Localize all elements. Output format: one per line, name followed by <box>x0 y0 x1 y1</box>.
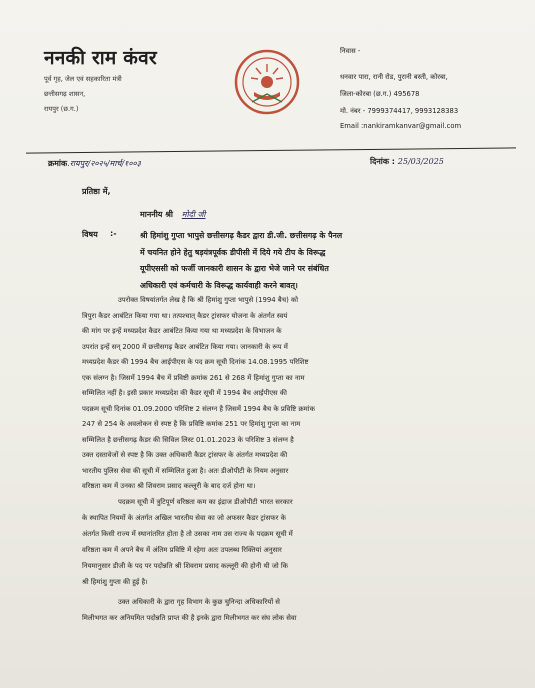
body-line: मध्यप्रदेश कैडर की 1994 बैच आईपीएस के पद क्रम सूची दिनांक 14.08.1995 परिशिष्ट <box>82 358 309 366</box>
body-line: उक्त दस्तावेजों से स्पष्ट है कि उक्त अधिकारी कैडर ट्रांसफर के अंतर्गत मध्यप्रदेश की <box>82 451 288 459</box>
body-line: के स्थापित नियमों के अंतर्गत अखिल भारतीय सेवा का जो अफसर कैडर ट्रांसफर के <box>82 514 286 522</box>
letter-date: दिनांक : 25/03/2025 <box>370 157 444 166</box>
residence-phone: मो. नंबर - 7999374417, 9993128383 <box>340 107 459 115</box>
body-line: उक्त अधिकारी के द्वारा गृह विभाग के कुछ चुनिन्दा अधिकारियों से <box>118 598 280 606</box>
addressee <box>140 209 206 220</box>
body-line: नियमानुसार डीजी के पद पर पदोन्नति श्री शिवराम प्रसाद कल्लूरी की होनी थी जो कि <box>82 562 288 570</box>
reference-value: .रायपुर/२०२५/मार्च/१००३ <box>67 159 141 168</box>
body-line: उपरोक्त विषयांतर्गत लेख है कि श्री हिमांशु गुप्ता भापुसे (1994 बैच) को <box>118 296 299 304</box>
residence-label: निवास - <box>340 47 361 55</box>
body-line: पदक्रम सूची दिनांक 01.09.2000 परिशिष्ट 2 संलग्न है जिसमें 1994 बैच के प्रविष्टि क्रमांक <box>82 405 315 413</box>
subject-text <box>140 228 458 294</box>
body-line: पदक्रम सूची में त्रुटिपूर्ण वरिष्ठता कम का इंद्राज डीओपीटी भारत सरकार <box>118 498 293 506</box>
body-line: सम्मिलित नहीं है। इसी प्रकार मध्यप्रदेश की कैडर सूची में 1994 बैच आईपीएस की <box>82 389 287 397</box>
emblem-seal <box>232 44 302 124</box>
subject-separator: :- <box>110 229 117 238</box>
body-line: वरिष्ठता कम में उनका श्री शिवराम प्रसाद कल्लूरी के बाद दर्ज होना था। <box>82 482 256 490</box>
body-line: की मांग पर इन्हें मध्यप्रदेश कैडर आबंटित किया गया था मध्यप्रदेश के विभाजन के <box>82 327 282 335</box>
subject-line: में चयनित होने हेतु षड़यंत्रपूर्वक डीपीसी में दिये गये टीप के विरूद्ध <box>140 247 326 257</box>
body-line: श्री हिमांशु गुप्ता की हुई है। <box>82 578 148 586</box>
addressee-name: मोदी जी <box>181 210 206 219</box>
sender-city: रायपुर (छ.ग.) <box>44 105 79 113</box>
residence-address: धनवार पारा, रानी रोड, पुरानी बस्ती, कोरबा, <box>340 73 448 81</box>
body-line: अंतर्गत किसी राज्य में स्थानांतरित होता है तो उसका नाम उस राज्य के पदक्रम सूची में <box>82 530 293 538</box>
subject-line: यूपीएससी को फर्जी जानकारी शासन के द्वारा भेजे जाने पर संबंधित <box>140 264 329 273</box>
body-line: एक संलग्न है। जिसमें 1994 बैच में प्रविष्टी क्रमांक 261 से 268 में हिमांशु गुप्ता का नाम <box>82 374 305 382</box>
body-line: त्रिपुरा कैडर आबंटित किया गया था। तत्पश्चात् कैडर ट्रांसफर योजना के अंतर्गत स्वयं <box>82 312 288 320</box>
body-line: वरिष्ठता कम में अपने बैच में अंतिम प्रविष्टि में रहेगा अतः उपलब्ध रिक्तियां अनुसार <box>82 546 282 554</box>
sender-designation: पूर्व गृह, जेल एवं सहकारिता मंत्री <box>44 75 122 83</box>
subject-line: अधिकारी एवं कर्मचारी के विरूद्ध कार्यवाही करने बावत्। <box>140 280 298 290</box>
body-line: सम्मिलित है छत्तीसगढ़ कैडर की सिविल लिस्ट 01.01.2023 के परिशिष्ट 3 संलग्न है <box>82 436 294 444</box>
body-line: उपरांत इन्हें सन् 2000 में छत्तीसगढ़ कैडर आबंटित किया गया। जानकारी के रूप में <box>82 343 288 351</box>
reference-label: क्रमांक <box>48 159 68 168</box>
body-line: मिलीभगत कर अनियमित पदोन्नति प्राप्त की है इनके द्वारा मिलीभगत कर संघ लोक सेवा <box>82 614 297 622</box>
residence-email: Email :nankiramkanvar@gmail.com <box>340 122 462 130</box>
residence-district: जिला-कोरबा (छ.ग.) 495678 <box>340 90 420 98</box>
sender-government: छत्तीसगढ़ शासन, <box>44 90 86 98</box>
date-value: 25/03/2025 <box>397 157 444 166</box>
header-divider <box>26 147 516 153</box>
salutation-to: प्रतिष्ठा में, <box>82 187 111 196</box>
subject-line: श्री हिमांशु गुप्ता भापुसे छत्तीसगढ़ कैडर द्वारा डी.जी. छत्तीसगढ़ के पैनल <box>140 231 343 240</box>
sender-name: ननकी राम कंवर <box>44 47 157 69</box>
body-line: 247 से 254 के अवलोकन से स्पष्ट है कि प्रविष्टि कमांक 251 पर हिमांशु गुप्ता का नाम <box>82 420 301 428</box>
body-line: भारतीय पुलिस सेवा की सूची में सम्मिलित हुआ है। अतः डीओपीटी के नियम अनुसार <box>82 467 289 475</box>
reference-number <box>48 158 141 169</box>
date-label: दिनांक <box>370 157 389 166</box>
addressee-label: माननीय श्री <box>140 210 173 219</box>
subject-label: विषय <box>82 230 98 239</box>
